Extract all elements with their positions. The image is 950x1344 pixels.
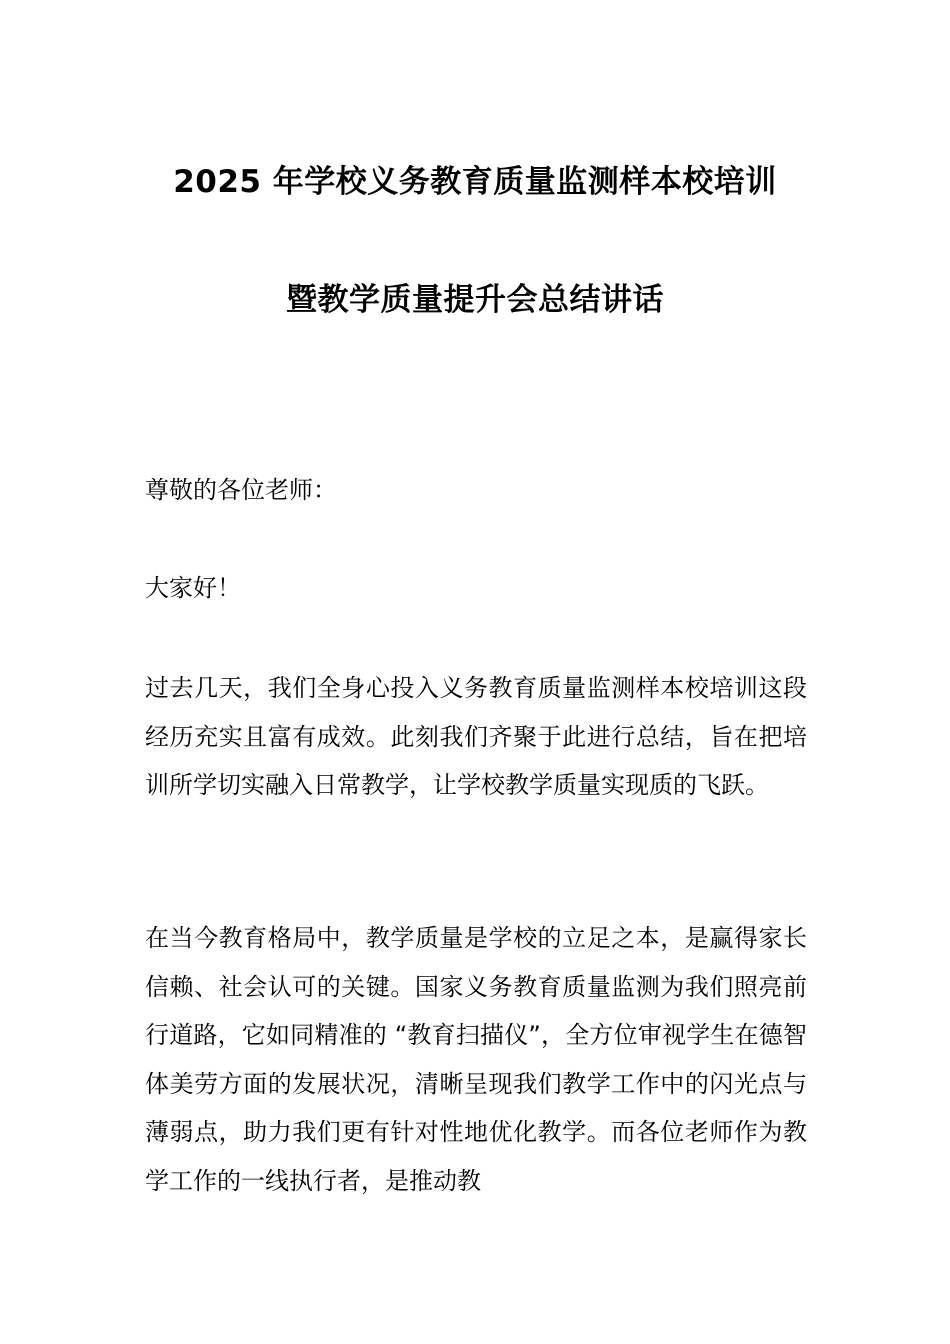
greeting: 尊敬的各位老师： [145, 476, 337, 504]
paragraph-intro: 过去几天，我们全身心投入义务教育质量监测样本校培训这段经历充实且富有成效。此刻我们齐聚于此进行总结，旨在把培训所学切实融入日常教学，让学校教学质量实现质的飞跃。 [145, 674, 807, 799]
title-line-2: 暨教学质量提升会总结讲话 [286, 282, 664, 318]
paragraph-quality: 在当今教育格局中，教学质量是学校的立足之本，是赢得家长信赖、社会认可的关键。国家义务教育质量监测为我们照亮前行道路，它如同精准的 “教育扫描仪”，全方位审视学生在德智体美劳方面的发展状况，清晰呈现我们教学工作中的闪光点与薄弱点，助力我们更有针对性地优化教学。而各位老师作为教学工作的一线执行者，是推动教 [145, 924, 807, 1195]
title-line-1: 2025 年学校义务教育质量监测样本校培训 [173, 164, 777, 200]
salutation: 大家好！ [145, 574, 241, 602]
